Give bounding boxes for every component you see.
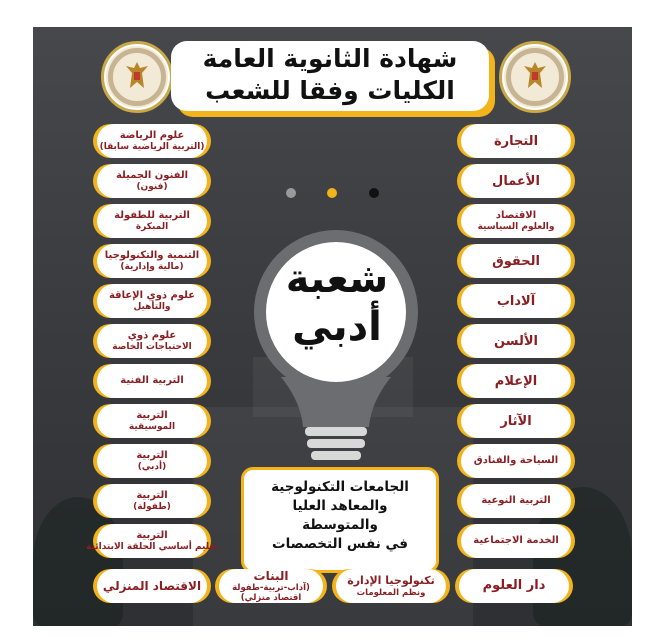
faculty-title: علوم الرياضة [119, 129, 185, 141]
faculty-title: تكنولوجيا الإدارة [347, 574, 435, 587]
faculty-business [461, 164, 571, 198]
education-ministry-logo [499, 41, 571, 113]
branch-word-2: أدبي [292, 304, 382, 350]
faculty-fine-arts [97, 164, 207, 198]
universities-line-3: والمتوسطة [302, 517, 378, 533]
left-margin [0, 0, 33, 641]
faculty-subtitle: (التربية الرياضية سابقا) [99, 141, 205, 152]
title-line-1: شهادة الثانوية العامة [202, 44, 458, 73]
faculty-subtitle: تعليم أساسي الحلقة الابتدائية [86, 541, 218, 552]
faculty-title: التربية [136, 529, 168, 541]
faculty-specific-education [461, 484, 571, 518]
faculty-title: الحقوق [492, 253, 540, 269]
faculty-special-needs [97, 324, 207, 358]
faculty-development-technology [97, 244, 207, 278]
faculty-education-basic [86, 524, 218, 558]
faculty-title: الألسن [494, 333, 538, 349]
faculty-title: الإعلام [494, 373, 538, 389]
indicator-dot-black [369, 188, 379, 198]
faculty-title: دار العلوم [482, 578, 546, 593]
faculty-subtitle: (آداب-تربية-طفولة [232, 583, 310, 593]
faculty-media [461, 364, 571, 398]
faculty-title: الآثار [500, 413, 532, 429]
faculty-languages [461, 324, 571, 358]
faculty-music-education [97, 404, 207, 438]
top-margin [33, 0, 632, 27]
faculty-art-education [97, 364, 207, 398]
faculty-title: الفنون الجميلة [115, 169, 189, 181]
faculty-early-childhood [97, 204, 207, 238]
faculty-subtitle-2: اقتصاد منزلي) [240, 593, 302, 603]
faculty-title: الاقتصاد [495, 209, 537, 221]
faculty-title: التربية النوعية [481, 495, 551, 506]
branch-word-1: شعبة [285, 256, 389, 302]
title-box [171, 41, 489, 111]
indicator-dot-yellow [327, 188, 337, 198]
faculty-archaeology [461, 404, 571, 438]
poster [33, 27, 632, 626]
eagle-icon [124, 60, 150, 90]
faculty-economics [461, 204, 571, 238]
faculty-sports-science [97, 124, 207, 158]
faculty-title: البنات [253, 569, 289, 583]
bottom-margin [33, 626, 632, 641]
faculty-title: علوم ذوي الإعاقة [108, 289, 196, 301]
faculty-subtitle: (أدبي) [137, 461, 167, 472]
faculty-title: التربية [136, 449, 168, 461]
faculty-subtitle: ونظم المعلومات [356, 588, 426, 598]
faculty-title: علوم ذوي [127, 329, 177, 341]
faculty-education-literary [97, 444, 207, 478]
eagle-icon [522, 60, 548, 90]
faculty-management-technology [336, 569, 446, 603]
faculty-subtitle: (مالية وإدارية) [120, 261, 184, 272]
faculty-tourism [461, 444, 571, 478]
faculty-title: التنمية والتكنولوجيا [104, 249, 200, 261]
title-line-2: الكليات وفقا للشعب [205, 76, 455, 105]
faculty-commerce [461, 124, 571, 158]
faculty-law [461, 244, 571, 278]
faculty-social-work [461, 524, 571, 558]
right-margin [632, 0, 666, 641]
faculty-title: الاقتصاد المنزلي [102, 579, 202, 593]
faculty-girls [219, 569, 323, 603]
universities-box [241, 467, 439, 573]
faculty-title: آلاداب [496, 293, 536, 309]
faculty-title: التربية [136, 489, 168, 501]
branch-label [269, 241, 405, 377]
faculty-title: الأعمال [492, 173, 540, 189]
faculty-subtitle: والتأهيل [133, 301, 171, 312]
title-underline [243, 113, 419, 116]
universities-line-1: الجامعات التكنولوجية [271, 479, 409, 495]
faculty-arts [461, 284, 571, 318]
faculty-subtitle: والعلوم السياسية [477, 221, 555, 232]
universities-line-2: والمعاهد العليا [292, 498, 388, 514]
faculty-subtitle: (طفولة) [133, 501, 171, 512]
faculty-title: الخدمة الاجتماعية [473, 535, 559, 546]
indicator-dot-grey [286, 188, 296, 198]
faculty-subtitle: (فنون) [136, 181, 168, 192]
faculty-title: التربية للطفولة [114, 209, 190, 221]
faculty-title: التجارة [493, 133, 539, 149]
faculty-title: السياحة والفنادق [473, 455, 559, 466]
universities-line-4: في نفس التخصصات [272, 536, 408, 552]
faculty-title: التربية الفنية [120, 375, 184, 386]
faculty-subtitle: الموسيقية [128, 421, 176, 432]
faculty-subtitle: المبكرة [135, 221, 169, 232]
higher-education-logo [101, 41, 173, 113]
faculty-disability-sciences [97, 284, 207, 318]
faculty-home-economics [97, 569, 207, 603]
faculty-title: التربية [136, 409, 168, 421]
faculty-education-childhood [97, 484, 207, 518]
faculty-dar-al-uloom [459, 569, 569, 603]
faculty-subtitle: الاحتياجات الخاصة [112, 341, 192, 352]
